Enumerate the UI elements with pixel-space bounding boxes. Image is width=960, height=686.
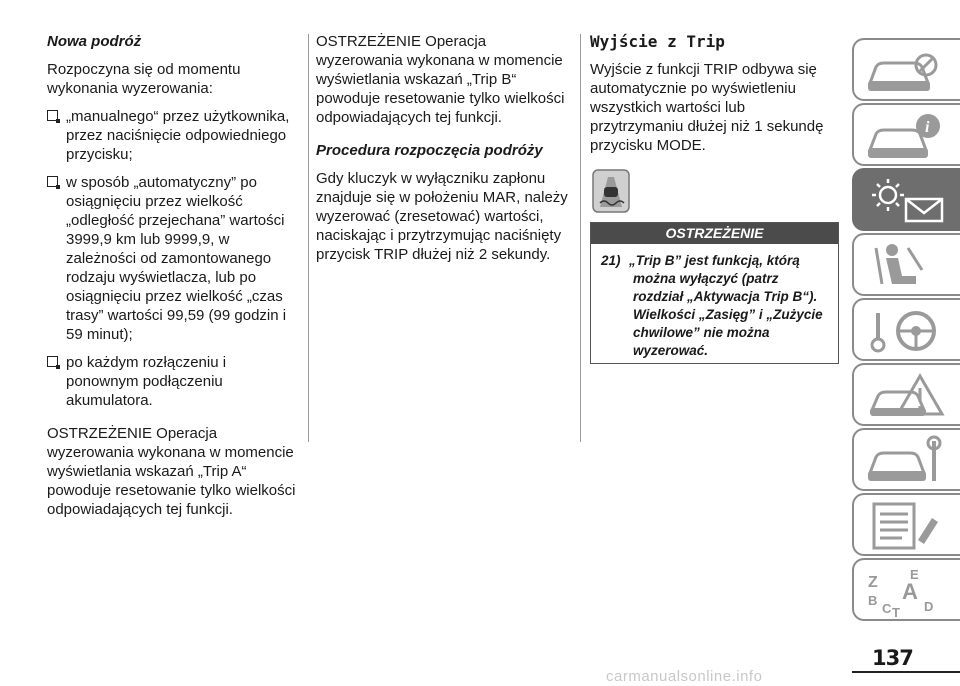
- car-info-icon: [862, 110, 952, 162]
- tab-maintenance[interactable]: [852, 428, 960, 491]
- section-heading-new-trip: Nowa podróż: [47, 33, 142, 50]
- column-3: [590, 32, 840, 164]
- warning-number: 21): [601, 253, 621, 268]
- column-1: [47, 32, 299, 528]
- svg-text:T: T: [892, 605, 900, 617]
- warning-title: OSTRZEŻENIE: [591, 223, 838, 244]
- page-number-underline: [852, 671, 960, 673]
- procedure-paragraph: Gdy kluczyk w wyłączniku zapłonu znajduje się w położeniu MAR, należy wyzerować (zresetować) wartości, naciskając i przytrzymując naciśnięty przycisk TRIP dłużej niż 2 sekundy.: [316, 170, 568, 263]
- warning-line: „Trip B” jest funkcją, którą: [629, 253, 800, 268]
- column-divider: [580, 34, 581, 442]
- svg-text:E: E: [910, 567, 919, 582]
- warning-line: można wyłączyć (patrz rozdział „Aktywacja Trip B“). Wielkości „Zasięg” i „Zużycie chwilowe” nie można wyzerować.: [633, 271, 823, 358]
- tab-technical-data[interactable]: [852, 493, 960, 556]
- section-heading-procedure: Procedura rozpoczęcia podróży: [316, 142, 543, 159]
- column-divider: [308, 34, 309, 442]
- svg-text:A: A: [902, 579, 918, 604]
- tab-warning-lights[interactable]: [852, 168, 960, 231]
- svg-text:B: B: [868, 593, 878, 608]
- section-heading-exit-trip: Wyjście z Trip: [590, 32, 725, 51]
- warning-text: [591, 244, 838, 360]
- bullet-square-icon: [47, 110, 58, 121]
- tab-index[interactable]: [852, 558, 960, 621]
- list-item: [47, 353, 299, 410]
- svg-text:D: D: [924, 599, 934, 614]
- list-item-text: po każdym rozłączeniu i ponownym podłączeniu akumulatora.: [66, 354, 227, 409]
- list-item: [47, 107, 299, 164]
- tab-emergency[interactable]: [852, 363, 960, 426]
- list-item-text: w sposób „automatyczny” po osiągnięciu przez wielkość „odległość przejechana” wartości 3999,9 km lub 9999,9, w zależności od zamontowanego rodzaju wyświetlacza, lub po osiągnięciu przez wielkość „czas trasy” wartości 99,59 (99 godzin i 59 minut);: [66, 174, 287, 343]
- column-2: [316, 32, 568, 273]
- exit-trip-paragraph: Wyjście z funkcji TRIP odbywa się automatycznie po wyświetleniu wszystkich wartości lub przytrzymaniu dłużej niż 1 sekundę przycisku MODE.: [590, 61, 824, 154]
- bullet-square-icon: [47, 176, 58, 187]
- intro-paragraph: Rozpoczyna się od momentu wykonania wyzerowania:: [47, 61, 241, 97]
- svg-text:i: i: [925, 119, 930, 136]
- car-dashboard-icon: [862, 45, 952, 97]
- warning-note-trip-b: OSTRZEŻENIE Operacja wyzerowania wykonana w momencie wyświetlania wskazań „Trip B“ powoduje resetowanie tylko wielkości odpowiadających tej funkcji.: [316, 33, 565, 126]
- page-number: 137: [872, 646, 913, 670]
- list-item-text: „manualnego“ przez użytkownika, przez naciśnięcie odpowiedniego przycisku;: [66, 108, 290, 163]
- alphabet-index-icon: [862, 565, 952, 617]
- tab-dashboard[interactable]: [852, 38, 960, 101]
- watermark: carmanualsonline.info: [606, 668, 763, 685]
- warning-box: [590, 222, 839, 364]
- emergency-triangle-icon: [862, 370, 952, 422]
- warning-note-trip-a: OSTRZEŻENIE Operacja wyzerowania wykonana w momencie wyświetlania wskazań „Trip A“ powoduje resetowanie tylko wielkości odpowiadających tej funkcji.: [47, 425, 296, 518]
- list-item: [47, 173, 299, 344]
- steering-key-icon: [862, 305, 952, 357]
- tab-safety[interactable]: [852, 233, 960, 296]
- svg-text:C: C: [882, 601, 892, 616]
- tab-starting-driving[interactable]: [852, 298, 960, 361]
- car-service-icon: [862, 435, 952, 487]
- svg-text:Z: Z: [868, 574, 878, 591]
- specs-list-icon: [862, 500, 952, 552]
- seat-airbag-icon: [862, 240, 952, 292]
- warning-lights-icon: [862, 175, 952, 227]
- road-slippery-icon: [592, 169, 630, 213]
- tab-car-info[interactable]: [852, 103, 960, 166]
- bullet-square-icon: [47, 356, 58, 367]
